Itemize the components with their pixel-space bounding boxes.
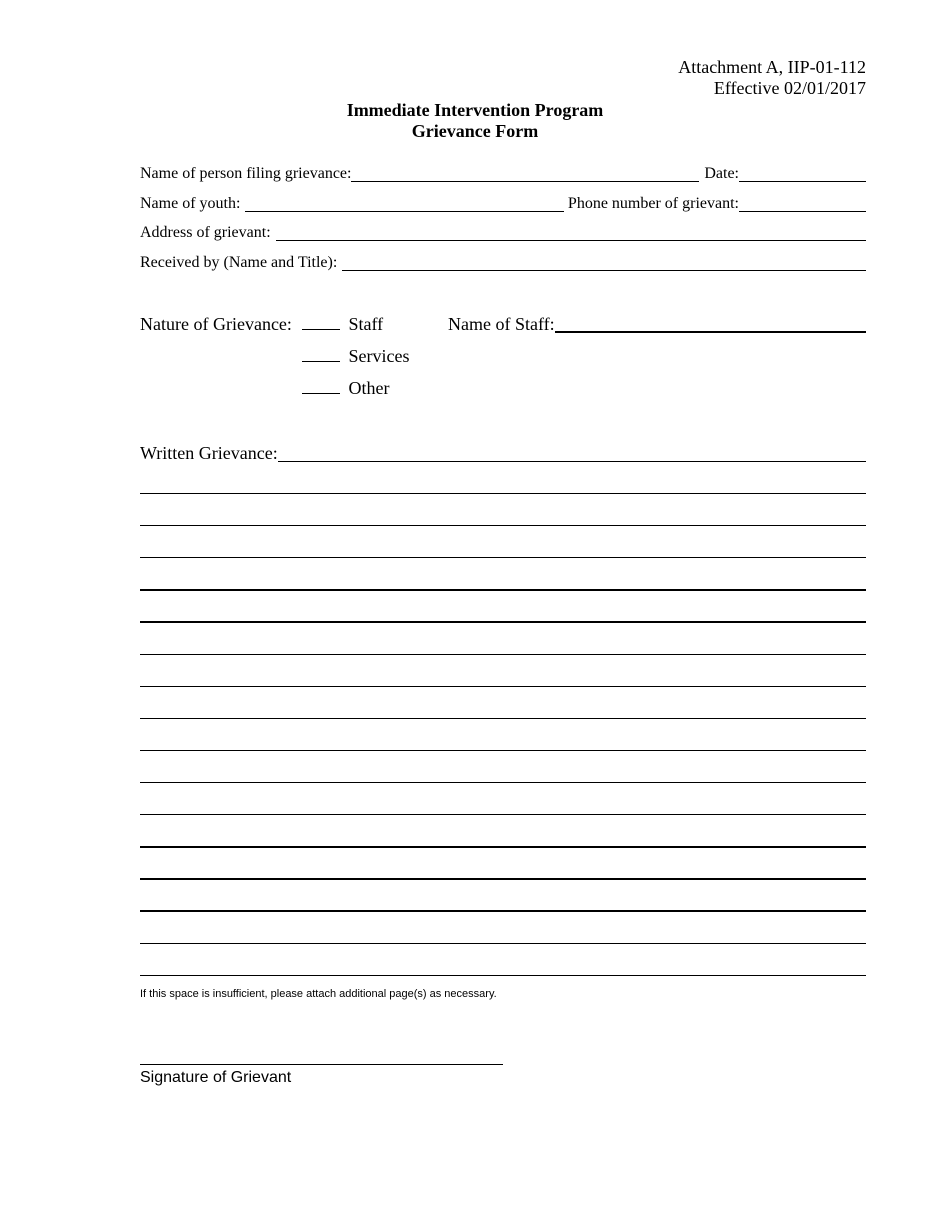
name-filing-label: Name of person filing grievance: (140, 165, 352, 182)
option-staff-label: Staff (348, 314, 384, 334)
grievance-line[interactable] (140, 686, 866, 687)
name-youth-label: Name of youth: (140, 195, 241, 212)
grievance-line[interactable] (140, 782, 866, 783)
written-grievance-label: Written Grievance: (140, 443, 278, 463)
date-label: Date: (704, 165, 739, 182)
grievance-line[interactable] (140, 589, 866, 591)
grievance-line[interactable] (140, 654, 866, 655)
address-field[interactable] (276, 226, 866, 241)
option-other-label: Other (348, 378, 390, 398)
grievance-line[interactable] (140, 943, 866, 944)
grievance-line[interactable] (140, 525, 866, 526)
effective-date: Effective 02/01/2017 (713, 78, 866, 98)
option-other-checkbox[interactable] (302, 379, 340, 394)
option-services-checkbox[interactable] (302, 347, 340, 362)
grievance-line[interactable] (140, 621, 866, 623)
option-services (302, 346, 409, 366)
grievance-line[interactable] (140, 750, 866, 751)
grievance-line[interactable] (140, 846, 866, 848)
name-youth-field[interactable] (245, 197, 564, 212)
insufficient-space-note: If this space is insufficient, please attach additional page(s) as necessary. (140, 988, 497, 1000)
option-staff (302, 314, 383, 334)
grievance-line[interactable] (140, 910, 866, 912)
program-name: Immediate Intervention Program (346, 100, 604, 120)
signature-field[interactable] (140, 1064, 503, 1065)
grievance-line[interactable] (140, 878, 866, 880)
signature-label: Signature of Grievant (140, 1069, 292, 1086)
phone-label: Phone number of grievant: (567, 195, 739, 212)
option-staff-checkbox[interactable] (302, 315, 340, 330)
phone-field[interactable] (739, 197, 866, 212)
received-field[interactable] (342, 256, 866, 271)
name-filing-field[interactable] (351, 167, 699, 182)
received-label: Received by (Name and Title): (140, 254, 338, 271)
grievance-line[interactable] (140, 975, 866, 976)
form-title (0, 100, 950, 142)
grievance-line[interactable] (140, 814, 866, 815)
attachment-reference (678, 57, 866, 99)
written-grievance-row (140, 443, 866, 463)
name-of-staff-field[interactable] (555, 317, 866, 333)
youth-row (140, 195, 866, 213)
filing-row (140, 165, 866, 183)
date-field[interactable] (739, 167, 866, 182)
name-of-staff-row (448, 314, 866, 334)
written-grievance-first-line[interactable] (278, 447, 866, 462)
attachment-number: Attachment A, IIP-01-112 (678, 57, 866, 77)
address-label: Address of grievant: (140, 224, 271, 241)
name-of-staff-label: Name of Staff: (448, 314, 555, 334)
option-other (302, 378, 389, 398)
option-services-label: Services (348, 346, 410, 366)
received-row (140, 254, 866, 272)
grievance-line[interactable] (140, 493, 866, 494)
nature-of-grievance-label: Nature of Grievance: (140, 314, 292, 334)
grievance-line[interactable] (140, 557, 866, 558)
form-name: Grievance Form (411, 121, 539, 141)
address-row (140, 224, 866, 242)
grievance-line[interactable] (140, 718, 866, 719)
